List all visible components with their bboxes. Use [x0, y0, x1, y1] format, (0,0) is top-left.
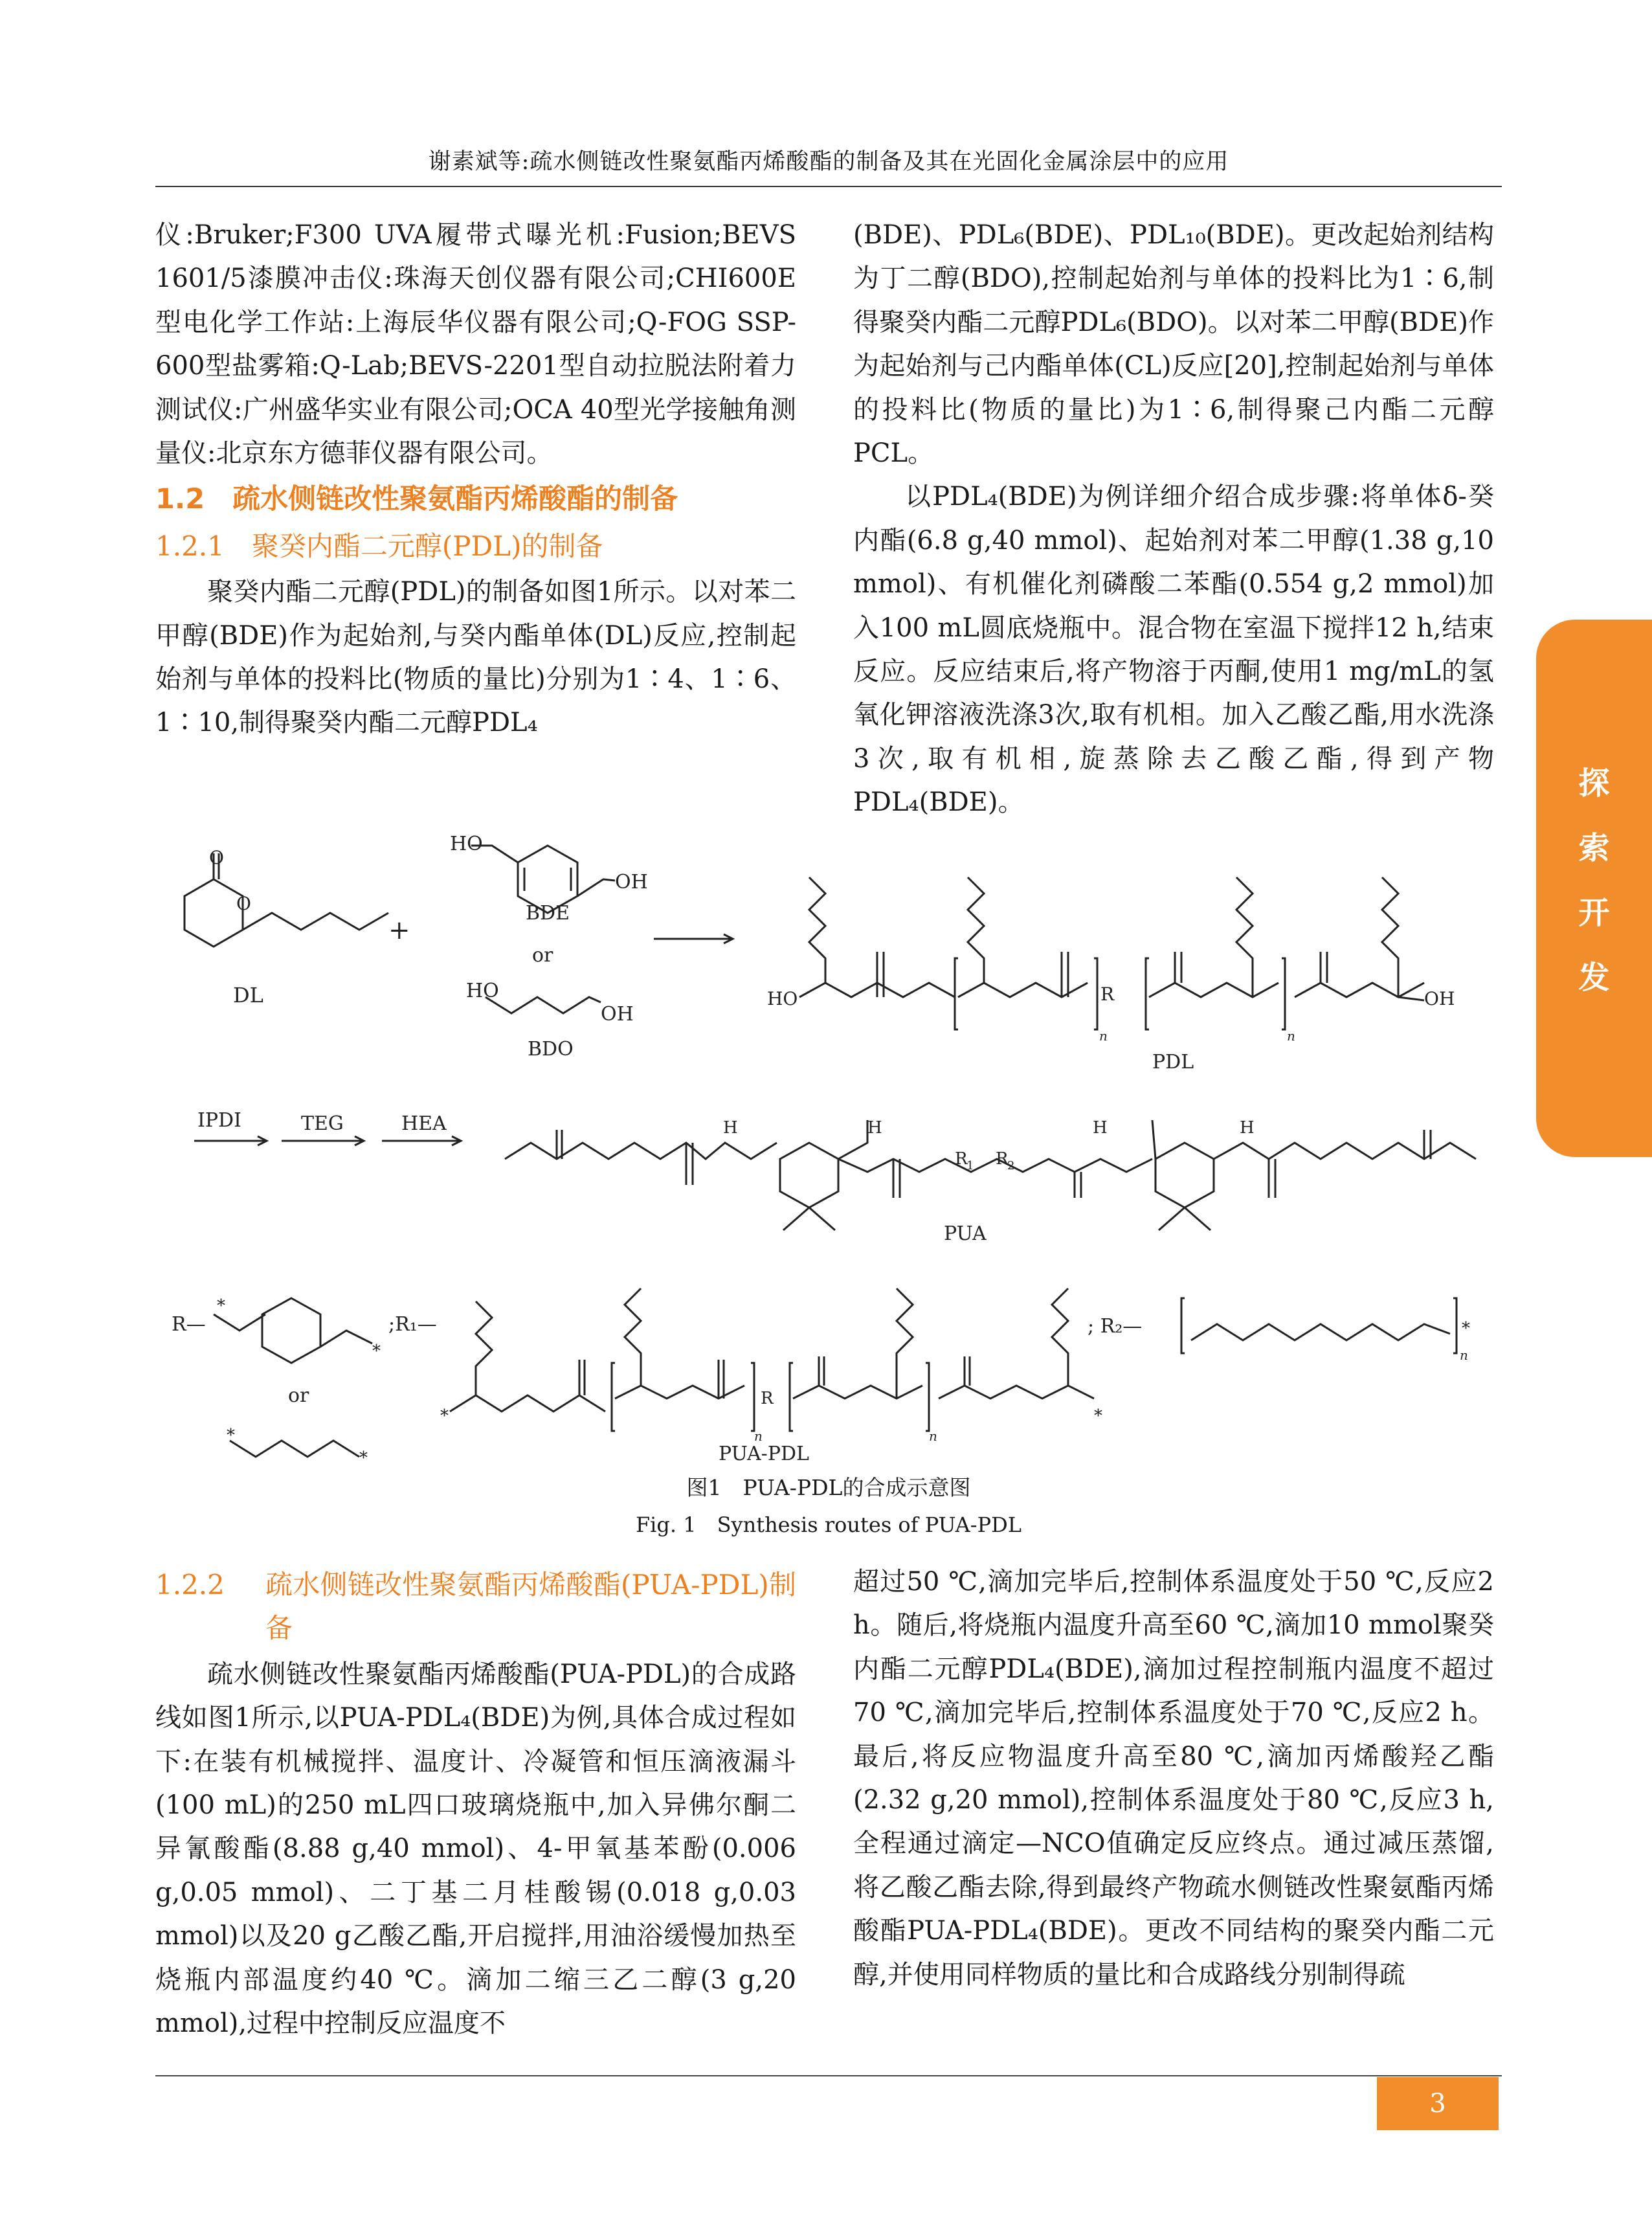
r-benzyl-structure [214, 1298, 372, 1363]
svg-text:H: H [723, 1118, 738, 1138]
label-ipdi: IPDI [197, 1109, 241, 1132]
svg-text:R—: R— [172, 1313, 206, 1336]
label-dl: DL [233, 983, 263, 1007]
section-heading-1-2: 1.2 疏水侧链改性聚氨酯丙烯酸酯的制备 [155, 483, 678, 516]
pdl-structure [799, 877, 1424, 1029]
svg-text:O: O [209, 847, 224, 868]
svg-text:O: O [236, 893, 251, 914]
left-column-bottom [155, 1560, 796, 2045]
paragraph-instruments: 仪:Bruker;F300 UVA履带式曝光机:Fusion;BEVS 1601/5漆膜冲击仪:珠海天创仪器有限公司;CHI600E型电化学工作站:上海辰华仪器有限公司;Q-FOG SSP-600型盐雾箱:Q-Lab;BEVS-2201型自动拉脱法附着力测试仪:广州盛华实业有限公司;OCA 40型光学接触角测量仪:北京东方德菲仪器有限公司。 [155, 220, 796, 469]
plus-sign: + [388, 916, 410, 945]
svg-text:n: n [1099, 1028, 1108, 1044]
label-pua: PUA [944, 1222, 987, 1245]
figure-caption-cn: 图1 PUA-PDL的合成示意图 [686, 1475, 971, 1500]
svg-text:1: 1 [966, 1159, 974, 1173]
subsection-heading-1-2-2: 1.2.2 疏水侧链改性聚氨酯丙烯酸酯(PUA-PDL)制备 [155, 1569, 796, 1645]
svg-text:; R₂—: ; R₂— [1088, 1315, 1143, 1338]
svg-text:HO: HO [767, 988, 798, 1009]
r2-teg-structure [1181, 1298, 1457, 1353]
svg-text:R: R [761, 1389, 774, 1408]
paragraph-pua-pdl-procedure: 疏水侧链改性聚氨酯丙烯酸酯(PUA-PDL)的合成路线如图1所示,以PUA-PDL₄(BDE)为例,具体合成过程如下:在装有机械搅拌、温度计、冷凝管和恒压滴液漏斗(100 mL)的250 mL四口玻璃烧瓶中,加入异佛尔酮二异氰酸酯(8.88 g,40 mmol)、4-甲氧基苯酚(0.006 g,0.05 mmol)、二丁基二月桂酸锡(0.018 g,0.03 mmol)以及20 g乙酸乙酯,开启搅拌,用油浴缓慢加热至烧瓶内部温度约40 ℃。滴加二缩三乙二醇(3 g,20 mmol),过程中控制反应温度不 [155, 1659, 796, 2039]
paragraph-pdl-intro: 聚癸内酯二元醇(PDL)的制备如图1所示。以对苯二甲醇(BDE)作为起始剂,与癸内酯单体(DL)反应,控制起始剂与单体的投料比(物质的量比)分别为1∶4、1∶6、1∶10,制得聚癸内酯二元醇PDL₄ [155, 577, 796, 738]
svg-text:or: or [288, 1384, 309, 1407]
header-rule [155, 186, 1502, 187]
svg-text:OH: OH [615, 871, 648, 894]
svg-text:H: H [1240, 1118, 1255, 1138]
r-butyl-structure [230, 1441, 359, 1457]
label-bde: BDE [526, 902, 570, 925]
synthesis-scheme [155, 822, 1502, 1468]
label-pdl: PDL [1152, 1051, 1194, 1074]
svg-text:*: * [217, 1296, 225, 1316]
svg-text:R: R [955, 1149, 968, 1169]
label-hea: HEA [401, 1112, 447, 1135]
paragraph-pdl-procedure: 以PDL₄(BDE)为例详细介绍合成步骤:将单体δ-癸内酯(6.8 g,40 mmol)、起始剂对苯二甲醇(1.38 g,10 mmol)、有机催化剂磷酸二苯酯(0.554 g,2 mmol)加入100 mL圆底烧瓶中。混合物在室温下搅拌12 h,结束反应。反应结束后,将产物溶于丙酮,使用1 mg/mL的氢氧化钾溶液洗涤3次,取有机相。加入乙酸乙酯,用水洗涤3次,取有机相,旋蒸除去乙酸乙酯,得到产物PDL₄(BDE)。 [853, 482, 1494, 818]
svg-text:*: * [440, 1406, 449, 1426]
footer-rule [155, 2075, 1502, 2076]
svg-text:n: n [1460, 1347, 1468, 1363]
bdo-structure [486, 997, 601, 1013]
pua-pdl-structure [450, 1288, 1094, 1431]
svg-text:*: * [359, 1448, 368, 1468]
svg-text:;R₁—: ;R₁— [388, 1313, 437, 1336]
svg-text:R: R [996, 1149, 1009, 1169]
label-pua-pdl: PUA-PDL [719, 1443, 809, 1465]
svg-text:H: H [1093, 1118, 1108, 1138]
svg-text:H: H [867, 1118, 882, 1138]
left-column-top [155, 214, 796, 745]
right-column-top [853, 214, 1494, 825]
svg-text:2: 2 [1007, 1159, 1015, 1173]
label-teg: TEG [301, 1112, 344, 1135]
pua-structure [505, 1120, 1476, 1230]
svg-text:R: R [1100, 984, 1115, 1005]
svg-text:OH: OH [601, 1003, 634, 1026]
figure-caption-en: Fig. 1 Synthesis routes of PUA-PDL [635, 1512, 1022, 1537]
svg-text:n: n [754, 1428, 763, 1444]
svg-text:*: * [227, 1426, 235, 1445]
paragraph-pdl-variants: (BDE)、PDL₆(BDE)、PDL₁₀(BDE)。更改起始剂结构为丁二醇(BDO),控制起始剂与单体的投料比为1∶6,制得聚癸内酯二元醇PDL₆(BDO)。以对苯二甲醇(BDE)作为起始剂与己内酯单体(CL)反应[20],控制起始剂与单体的投料比(物质的量比)为1∶6,制得聚己内酯二元醇PCL。 [853, 220, 1494, 469]
svg-text:n: n [1287, 1028, 1295, 1044]
right-column-bottom [853, 1560, 1494, 1997]
svg-text:*: * [372, 1342, 381, 1361]
paragraph-pua-pdl-continued: 超过50 ℃,滴加完毕后,控制体系温度处于50 ℃,反应2 h。随后,将烧瓶内温度升高至60 ℃,滴加10 mmol聚癸内酯二元醇PDL₄(BDE),滴加过程控制瓶内温度不超过70 ℃,滴加完毕后,控制体系温度处于70 ℃,反应2 h。最后,将反应物温度升高至80 ℃,滴加丙烯酸羟乙酯(2.32 g,20 mmol),控制体系温度处于80 ℃,反应3 h,全程通过滴定—NCO值确定反应终点。通过减压蒸馏,将乙酸乙酯去除,得到最终产物疏水侧链改性聚氨酯丙烯酸酯PUA-PDL₄(BDE)。更改不同结构的聚癸内酯二元醇,并使用同样物质的量比和合成路线分别制得疏 [853, 1567, 1494, 1990]
svg-text:HO: HO [450, 833, 483, 855]
page-number: 3 [1377, 2077, 1499, 2130]
svg-text:*: * [1462, 1319, 1470, 1338]
svg-text:n: n [929, 1428, 937, 1444]
subsection-heading-1-2-1: 1.2.1 聚癸内酯二元醇(PDL)的制备 [155, 530, 603, 562]
label-or: or [532, 944, 553, 967]
running-title: 谢素斌等:疏水侧链改性聚氨酯丙烯酸酯的制备及其在光固化金属涂层中的应用 [428, 149, 1229, 175]
svg-text:OH: OH [1424, 988, 1455, 1009]
side-tab-text: 探 索 开 发 [1578, 765, 1610, 996]
label-bdo: BDO [528, 1038, 574, 1061]
svg-text:HO: HO [466, 980, 499, 1002]
svg-text:*: * [1094, 1406, 1102, 1426]
